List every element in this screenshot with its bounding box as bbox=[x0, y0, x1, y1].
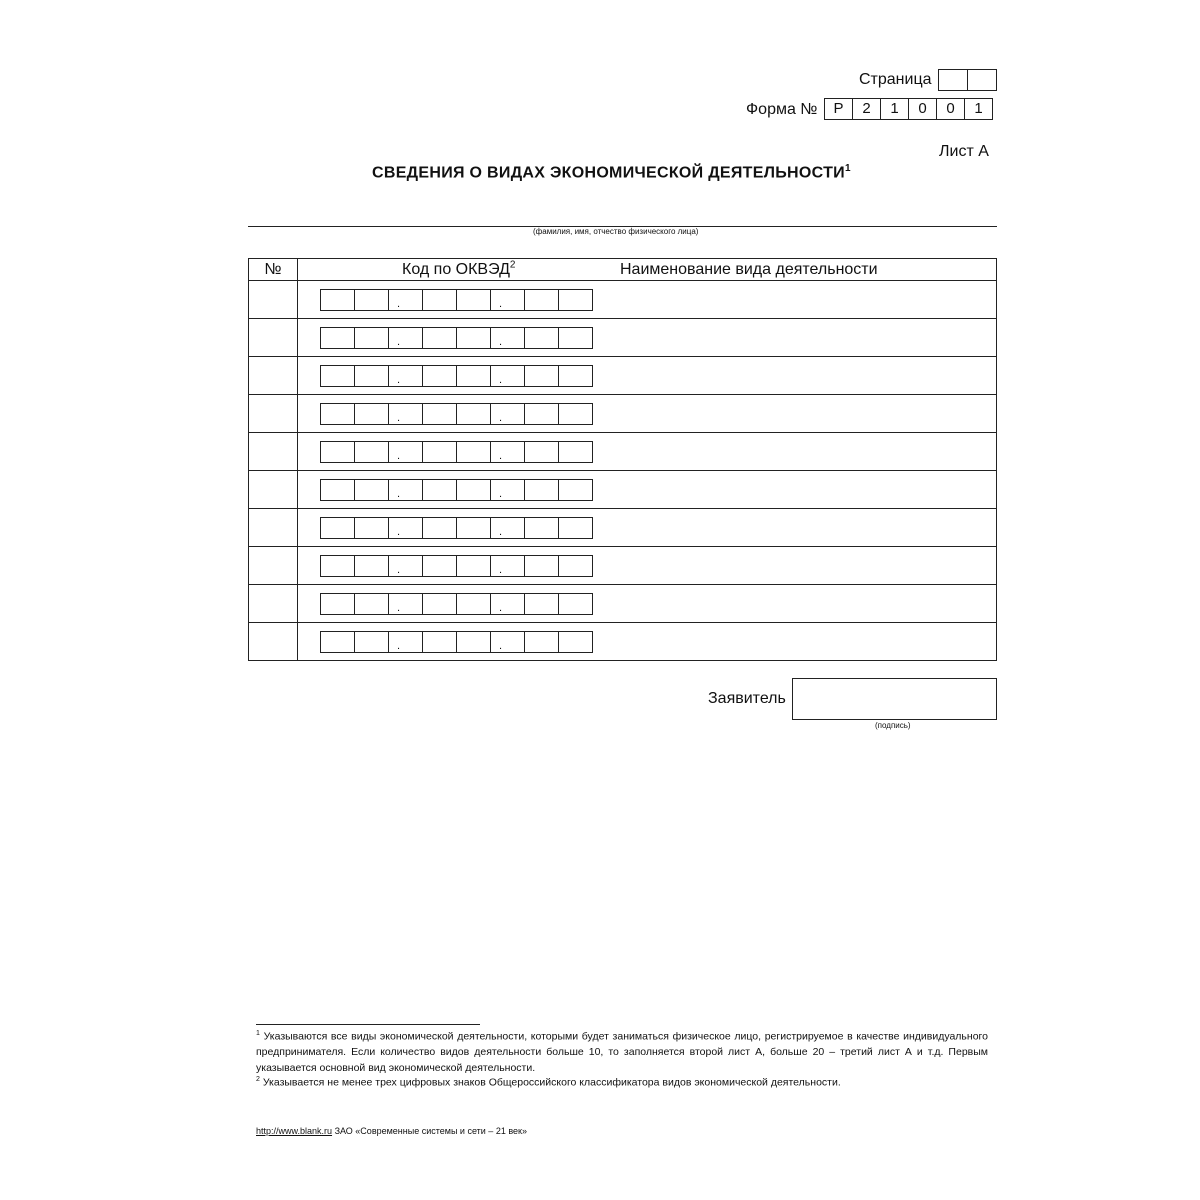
okved-digit-box[interactable] bbox=[320, 403, 355, 425]
okved-digit-box[interactable] bbox=[422, 365, 457, 387]
okved-digit-box[interactable] bbox=[422, 631, 457, 653]
table-row bbox=[249, 623, 997, 661]
okved-digit-box[interactable] bbox=[388, 403, 423, 425]
okved-separator: . bbox=[499, 525, 503, 538]
okved-digit-box[interactable] bbox=[524, 441, 559, 463]
okved-separator: . bbox=[499, 335, 503, 348]
column-header-activity-name-text: Наименование вида деятельности bbox=[620, 260, 878, 278]
activity-name-cell[interactable] bbox=[594, 433, 997, 471]
okved-digit-box[interactable] bbox=[422, 403, 457, 425]
column-header-okved bbox=[298, 259, 595, 281]
okved-digit-box[interactable] bbox=[354, 555, 389, 577]
okved-digit-box[interactable] bbox=[456, 631, 491, 653]
okved-digit-box[interactable] bbox=[490, 631, 525, 653]
row-number-cell[interactable] bbox=[249, 585, 298, 623]
okved-separator: . bbox=[499, 297, 503, 310]
okved-separator: . bbox=[397, 373, 401, 386]
okved-separator: . bbox=[397, 525, 401, 538]
row-number-cell[interactable] bbox=[249, 319, 298, 357]
okved-code-boxes bbox=[320, 631, 594, 653]
okved-digit-box[interactable] bbox=[558, 631, 593, 653]
table-header-row bbox=[249, 259, 997, 281]
form-number-cell: 1 bbox=[880, 98, 909, 120]
okved-code-cell bbox=[298, 319, 595, 357]
footnote-1-text: Указываются все виды экономической деятельности, которыми будет заниматься физическое лицо, регистрируемое в качестве индивидуального предпринимателя. Если количество видов деятельности больше 10, то заполняется второй лист А, больше 20 – третий лист А и т.д. Первым указывается основной вид экономической деятельности. bbox=[256, 1030, 988, 1074]
row-number-cell[interactable] bbox=[249, 395, 298, 433]
okved-separator: . bbox=[397, 335, 401, 348]
form-number-cell: 2 bbox=[852, 98, 881, 120]
okved-digit-box[interactable] bbox=[354, 365, 389, 387]
table-body bbox=[249, 281, 997, 661]
okved-digit-box[interactable] bbox=[558, 403, 593, 425]
okved-digit-box[interactable] bbox=[422, 517, 457, 539]
applicant-label: Заявитель bbox=[708, 690, 786, 707]
table-row bbox=[249, 433, 997, 471]
okved-separator: . bbox=[499, 373, 503, 386]
okved-code-cell bbox=[298, 281, 595, 319]
activity-name-cell[interactable] bbox=[594, 623, 997, 661]
okved-digit-box[interactable] bbox=[456, 289, 491, 311]
okved-digit-box[interactable] bbox=[490, 441, 525, 463]
form-number-cell: 0 bbox=[908, 98, 937, 120]
okved-separator: . bbox=[397, 639, 401, 652]
okved-digit-box[interactable] bbox=[354, 593, 389, 615]
signature-field[interactable] bbox=[792, 678, 997, 720]
activity-name-cell[interactable] bbox=[594, 471, 997, 509]
page-number-cell[interactable] bbox=[967, 69, 997, 91]
okved-code-boxes bbox=[320, 403, 594, 425]
okved-digit-box[interactable] bbox=[354, 631, 389, 653]
okved-digit-box[interactable] bbox=[456, 479, 491, 501]
footnote-2 bbox=[256, 1072, 988, 1091]
row-number-cell[interactable] bbox=[249, 509, 298, 547]
okved-digit-box[interactable] bbox=[388, 441, 423, 463]
okved-digit-box[interactable] bbox=[558, 479, 593, 501]
okved-digit-box[interactable] bbox=[354, 403, 389, 425]
okved-digit-box[interactable] bbox=[422, 441, 457, 463]
okved-code-cell bbox=[298, 509, 595, 547]
okved-digit-box[interactable] bbox=[490, 403, 525, 425]
page-label: Страница bbox=[859, 71, 932, 88]
okved-digit-box[interactable] bbox=[490, 289, 525, 311]
activity-name-cell[interactable] bbox=[594, 509, 997, 547]
okved-digit-box[interactable] bbox=[490, 365, 525, 387]
form-number-cell: 0 bbox=[936, 98, 965, 120]
table-row bbox=[249, 547, 997, 585]
footer-link[interactable]: http://www.blank.ru bbox=[256, 1126, 333, 1136]
okved-digit-box[interactable] bbox=[388, 327, 423, 349]
page-title-text: СВЕДЕНИЯ О ВИДАХ ЭКОНОМИЧЕСКОЙ ДЕЯТЕЛЬНОСТИ bbox=[372, 164, 845, 182]
okved-separator: . bbox=[499, 487, 503, 500]
full-name-caption: (фамилия, имя, отчество физического лица) bbox=[533, 227, 699, 236]
okved-separator: . bbox=[499, 449, 503, 462]
page-number-cell[interactable] bbox=[938, 69, 968, 91]
sheet-label: Лист А bbox=[939, 143, 989, 160]
row-number-cell[interactable] bbox=[249, 623, 298, 661]
footnote-divider bbox=[256, 1024, 480, 1025]
okved-digit-box[interactable] bbox=[422, 593, 457, 615]
okved-digit-box[interactable] bbox=[524, 479, 559, 501]
activity-name-cell[interactable] bbox=[594, 585, 997, 623]
table-row bbox=[249, 319, 997, 357]
activity-name-cell[interactable] bbox=[594, 281, 997, 319]
okved-digit-box[interactable] bbox=[524, 327, 559, 349]
okved-digit-box[interactable] bbox=[524, 365, 559, 387]
row-number-cell[interactable] bbox=[249, 433, 298, 471]
okved-digit-box[interactable] bbox=[490, 593, 525, 615]
okved-digit-box[interactable] bbox=[558, 441, 593, 463]
form-number-cell: 1 bbox=[964, 98, 993, 120]
okved-digit-box[interactable] bbox=[524, 555, 559, 577]
okved-digit-box[interactable] bbox=[558, 517, 593, 539]
okved-digit-box[interactable] bbox=[388, 631, 423, 653]
okved-digit-box[interactable] bbox=[456, 441, 491, 463]
okved-separator: . bbox=[397, 449, 401, 462]
okved-digit-box[interactable] bbox=[422, 479, 457, 501]
okved-digit-box[interactable] bbox=[524, 517, 559, 539]
okved-footnote-mark: 2 bbox=[509, 259, 516, 271]
title-footnote-mark: 1 bbox=[845, 163, 851, 174]
okved-digit-box[interactable] bbox=[320, 479, 355, 501]
okved-digit-box[interactable] bbox=[524, 403, 559, 425]
okved-separator: . bbox=[397, 563, 401, 576]
row-number-cell[interactable] bbox=[249, 471, 298, 509]
page-number-cells bbox=[938, 69, 997, 91]
okved-code-boxes bbox=[320, 555, 594, 577]
okved-digit-box[interactable] bbox=[320, 517, 355, 539]
okved-digit-box[interactable] bbox=[558, 593, 593, 615]
table-row bbox=[249, 509, 997, 547]
okved-digit-box[interactable] bbox=[558, 555, 593, 577]
okved-separator: . bbox=[499, 639, 503, 652]
row-number-cell[interactable] bbox=[249, 357, 298, 395]
okved-code-cell bbox=[298, 395, 595, 433]
footnote-1-mark: 1 bbox=[256, 1030, 260, 1037]
okved-digit-box[interactable] bbox=[354, 327, 389, 349]
okved-digit-box[interactable] bbox=[354, 441, 389, 463]
okved-digit-box[interactable] bbox=[456, 593, 491, 615]
okved-code-boxes bbox=[320, 327, 594, 349]
okved-digit-box[interactable] bbox=[558, 327, 593, 349]
table-row bbox=[249, 357, 997, 395]
okved-digit-box[interactable] bbox=[490, 327, 525, 349]
okved-separator: . bbox=[397, 487, 401, 500]
okved-digit-box[interactable] bbox=[320, 631, 355, 653]
form-number-cells bbox=[824, 98, 993, 120]
okved-code-boxes bbox=[320, 289, 594, 311]
activity-name-cell[interactable] bbox=[594, 357, 997, 395]
okved-digit-box[interactable] bbox=[524, 593, 559, 615]
okved-code-cell bbox=[298, 471, 595, 509]
okved-code-boxes bbox=[320, 593, 594, 615]
signature-caption: (подпись) bbox=[875, 721, 911, 730]
okved-digit-box[interactable] bbox=[320, 593, 355, 615]
okved-digit-box[interactable] bbox=[354, 479, 389, 501]
activities-table bbox=[248, 258, 997, 661]
footer bbox=[256, 1126, 527, 1136]
column-header-okved-text: Код по ОКВЭД bbox=[402, 261, 510, 279]
okved-separator: . bbox=[499, 411, 503, 424]
okved-code-cell bbox=[298, 623, 595, 661]
okved-digit-box[interactable] bbox=[524, 631, 559, 653]
okved-code-boxes bbox=[320, 441, 594, 463]
okved-digit-box[interactable] bbox=[388, 479, 423, 501]
okved-separator: . bbox=[397, 411, 401, 424]
okved-digit-box[interactable] bbox=[388, 555, 423, 577]
footnote-2-mark: 2 bbox=[256, 1076, 260, 1083]
okved-digit-box[interactable] bbox=[558, 365, 593, 387]
activity-name-cell[interactable] bbox=[594, 395, 997, 433]
okved-separator: . bbox=[397, 297, 401, 310]
okved-digit-box[interactable] bbox=[456, 327, 491, 349]
okved-digit-box[interactable] bbox=[456, 365, 491, 387]
okved-digit-box[interactable] bbox=[354, 289, 389, 311]
okved-separator: . bbox=[397, 601, 401, 614]
okved-digit-box[interactable] bbox=[524, 289, 559, 311]
row-number-cell[interactable] bbox=[249, 281, 298, 319]
okved-code-cell bbox=[298, 357, 595, 395]
okved-code-cell bbox=[298, 433, 595, 471]
okved-digit-box[interactable] bbox=[320, 365, 355, 387]
okved-digit-box[interactable] bbox=[354, 517, 389, 539]
column-header-number: № bbox=[249, 259, 298, 281]
footnote-2-text: Указывается не менее трех цифровых знаков Общероссийского классификатора видов экономической деятельности. bbox=[262, 1076, 841, 1089]
table-row bbox=[249, 585, 997, 623]
table-row bbox=[249, 471, 997, 509]
row-number-cell[interactable] bbox=[249, 547, 298, 585]
okved-code-cell bbox=[298, 547, 595, 585]
okved-digit-box[interactable] bbox=[388, 365, 423, 387]
table-row bbox=[249, 281, 997, 319]
okved-digit-box[interactable] bbox=[490, 555, 525, 577]
okved-digit-box[interactable] bbox=[422, 327, 457, 349]
okved-separator: . bbox=[499, 601, 503, 614]
okved-digit-box[interactable] bbox=[456, 403, 491, 425]
form-label: Форма № bbox=[746, 101, 818, 118]
footer-text: ЗАО «Современные системы и сети – 21 век» bbox=[334, 1126, 527, 1136]
okved-digit-box[interactable] bbox=[456, 555, 491, 577]
okved-separator: . bbox=[499, 563, 503, 576]
okved-digit-box[interactable] bbox=[490, 479, 525, 501]
column-header-activity-name bbox=[594, 259, 997, 281]
okved-code-boxes bbox=[320, 517, 594, 539]
table-row bbox=[249, 395, 997, 433]
okved-digit-box[interactable] bbox=[456, 517, 491, 539]
page-title bbox=[372, 163, 851, 182]
okved-digit-box[interactable] bbox=[422, 289, 457, 311]
okved-digit-box[interactable] bbox=[320, 289, 355, 311]
activity-name-cell[interactable] bbox=[594, 319, 997, 357]
form-number-cell: Р bbox=[824, 98, 853, 120]
okved-digit-box[interactable] bbox=[490, 517, 525, 539]
okved-digit-box[interactable] bbox=[320, 555, 355, 577]
activity-name-cell[interactable] bbox=[594, 547, 997, 585]
okved-digit-box[interactable] bbox=[388, 289, 423, 311]
okved-digit-box[interactable] bbox=[320, 327, 355, 349]
okved-digit-box[interactable] bbox=[388, 517, 423, 539]
okved-code-boxes bbox=[320, 479, 594, 501]
okved-digit-box[interactable] bbox=[388, 593, 423, 615]
footnote-1 bbox=[256, 1026, 988, 1076]
okved-digit-box[interactable] bbox=[422, 555, 457, 577]
okved-code-cell bbox=[298, 585, 595, 623]
okved-digit-box[interactable] bbox=[320, 441, 355, 463]
okved-code-boxes bbox=[320, 365, 594, 387]
okved-digit-box[interactable] bbox=[558, 289, 593, 311]
